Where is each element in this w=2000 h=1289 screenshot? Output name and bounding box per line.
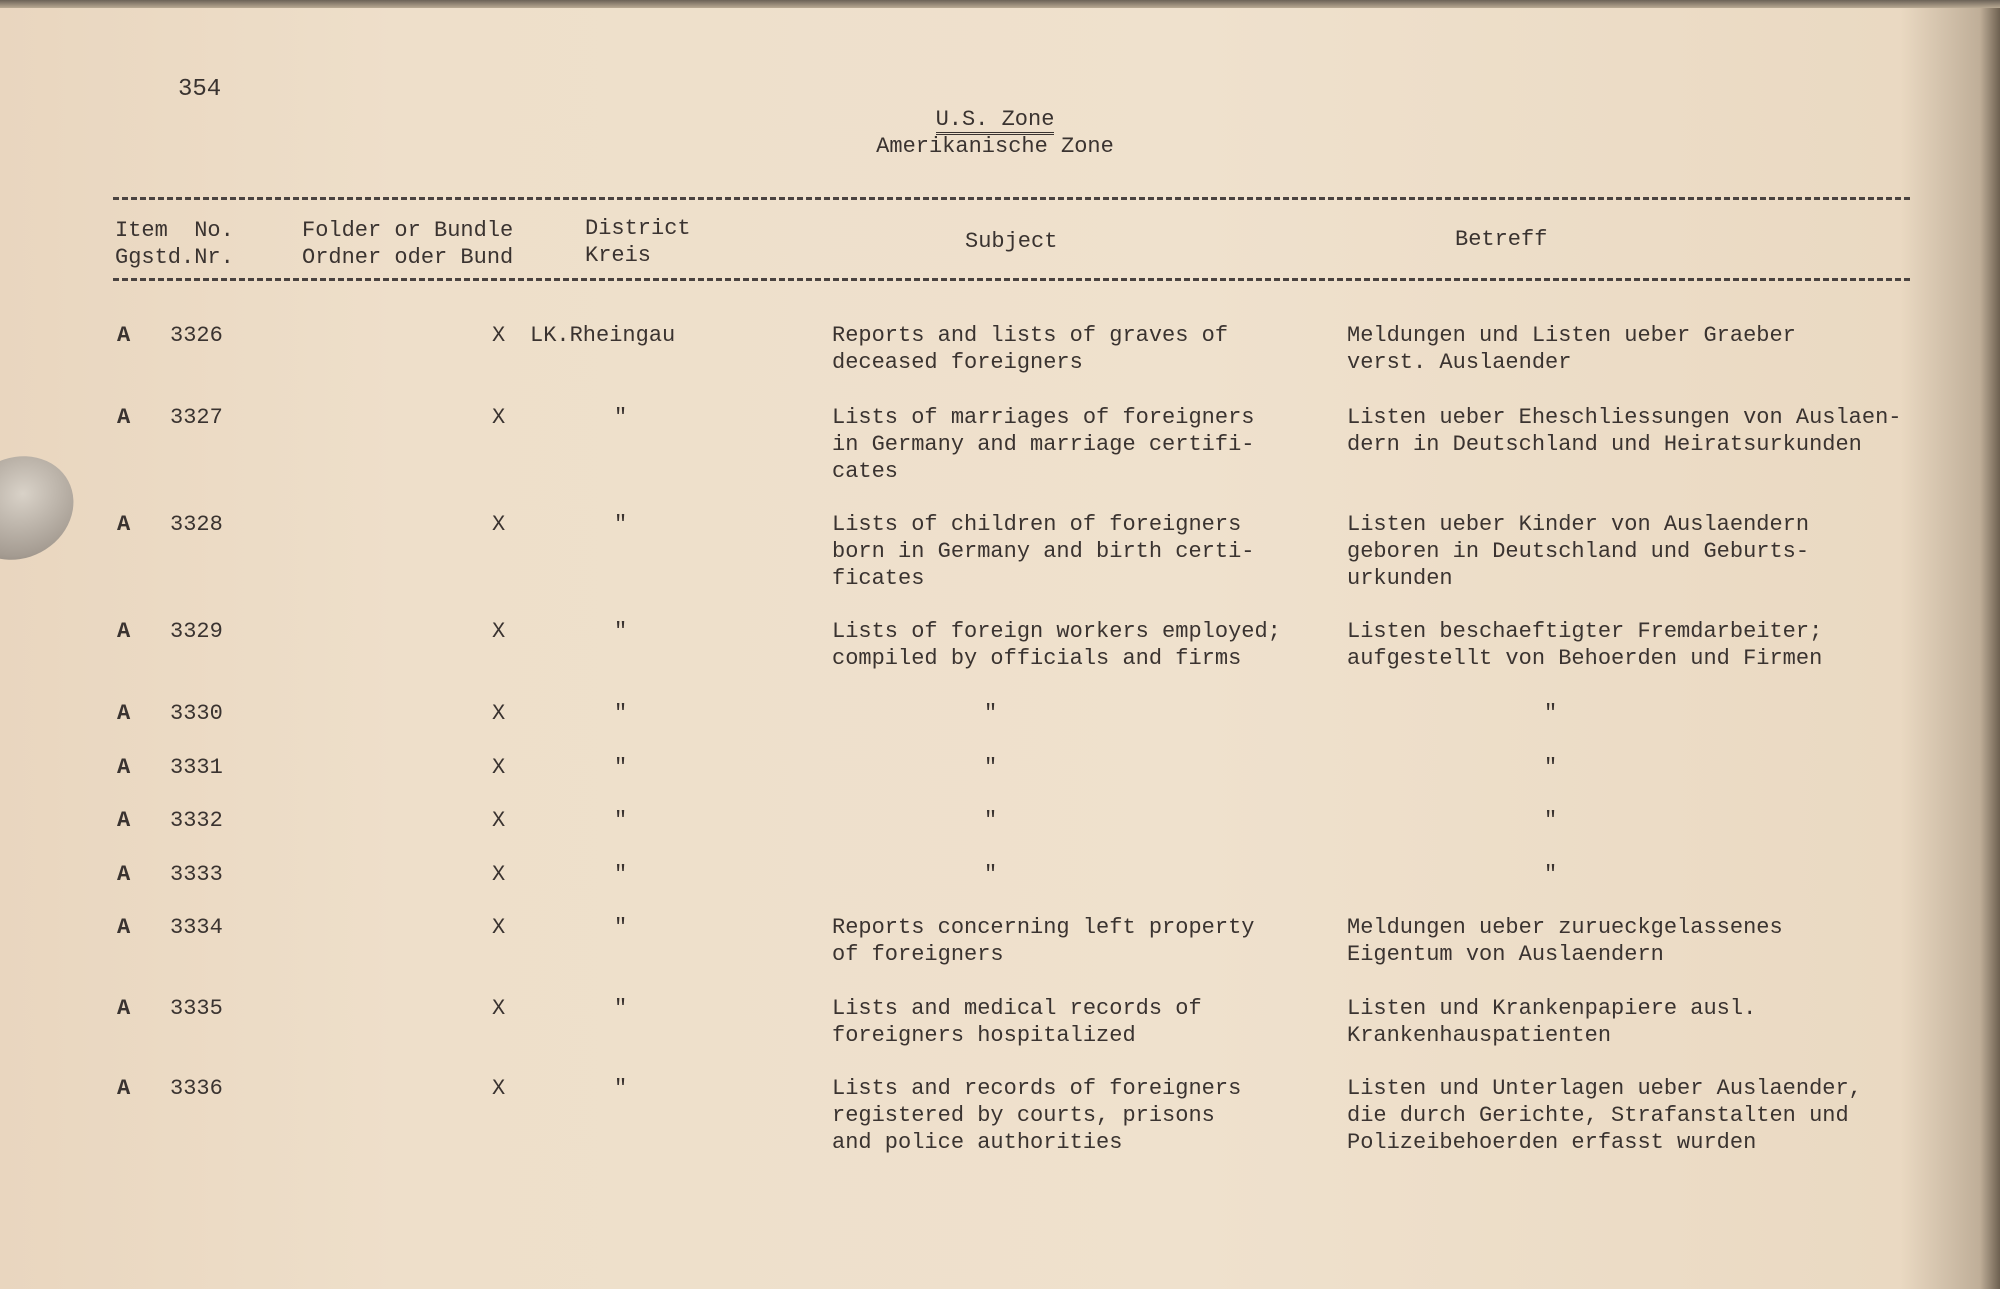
district: " [614, 996, 628, 1021]
subject: Lists and medical records of foreigners hospitalized [832, 996, 1202, 1048]
header-district-en: District [585, 216, 691, 241]
district: " [614, 701, 628, 726]
district: " [614, 808, 628, 833]
item-number: 3331 [170, 755, 223, 780]
betreff: Listen ueber Eheschliessungen von Auslaen- dern in Deutschland und Heiratsurkunden [1347, 405, 1902, 457]
item-number: 3335 [170, 996, 223, 1021]
subject: Lists of marriages of foreigners in Germany and marriage certifi- cates [832, 405, 1255, 484]
district: " [614, 405, 628, 430]
folder-mark: X [492, 915, 506, 940]
item-prefix: A [117, 915, 131, 940]
folder-mark: X [492, 512, 506, 537]
item-number: 3333 [170, 862, 223, 887]
item-prefix: A [117, 323, 131, 348]
betreff: Meldungen ueber zurueckgelassenes Eigentum von Auslaendern [1347, 915, 1783, 967]
item-prefix: A [117, 701, 131, 726]
header-divider-bottom [113, 278, 1910, 281]
item-prefix: A [117, 405, 131, 430]
betreff: Listen beschaeftigter Fremdarbeiter; aufgestellt von Behoerden und Firmen [1347, 619, 1823, 671]
betreff: Meldungen und Listen ueber Graeber verst. Auslaender [1347, 323, 1796, 375]
header-subject: Subject [965, 229, 1058, 254]
header-betreff: Betreff [1455, 227, 1548, 252]
betreff: " [1544, 755, 1558, 780]
district: " [614, 915, 628, 940]
page-subtitle: Amerikanische Zone [876, 134, 1114, 159]
scan-edge [0, 0, 2000, 8]
district: LK.Rheingau [530, 323, 676, 348]
item-number: 3328 [170, 512, 223, 537]
subject: Reports and lists of graves of deceased foreigners [832, 323, 1229, 375]
item-prefix: A [117, 619, 131, 644]
subject: " [984, 701, 998, 726]
subject: Reports concerning left property of foreigners [832, 915, 1255, 967]
header-divider-top [113, 197, 1910, 200]
item-prefix: A [117, 1076, 131, 1101]
item-prefix: A [117, 755, 131, 780]
folder-mark: X [492, 323, 506, 348]
subject: " [984, 808, 998, 833]
betreff: Listen und Krankenpapiere ausl. Krankenhauspatienten [1347, 996, 1757, 1048]
item-prefix: A [117, 862, 131, 887]
page-title [0, 106, 1990, 133]
item-prefix: A [117, 996, 131, 1021]
district: " [614, 619, 628, 644]
item-number: 3336 [170, 1076, 223, 1101]
item-prefix: A [117, 512, 131, 537]
item-number: 3330 [170, 701, 223, 726]
betreff: Listen und Unterlagen ueber Auslaender, die durch Gerichte, Strafanstalten und Polizeibehoerden erfasst wurden [1347, 1076, 1862, 1155]
item-number: 3332 [170, 808, 223, 833]
page-number: 354 [178, 76, 222, 103]
header-item-en: Item No. [115, 218, 234, 243]
title-text: U.S. Zone [936, 107, 1055, 135]
district: " [614, 862, 628, 887]
item-number: 3329 [170, 619, 223, 644]
header-item-de: Ggstd.Nr. [115, 245, 234, 270]
betreff: Listen ueber Kinder von Auslaendern geboren in Deutschland und Geburts- urkunden [1347, 512, 1810, 591]
folder-mark: X [492, 701, 506, 726]
item-number: 3326 [170, 323, 223, 348]
betreff: " [1544, 862, 1558, 887]
item-prefix: A [117, 808, 131, 833]
betreff: " [1544, 701, 1558, 726]
folder-mark: X [492, 808, 506, 833]
folder-mark: X [492, 755, 506, 780]
header-district-de: Kreis [585, 243, 652, 268]
folder-mark: X [492, 862, 506, 887]
subject: " [984, 862, 998, 887]
item-number: 3334 [170, 915, 223, 940]
district: " [614, 755, 628, 780]
subject: Lists of children of foreigners born in Germany and birth certi- ficates [832, 512, 1255, 591]
folder-mark: X [492, 1076, 506, 1101]
item-number: 3327 [170, 405, 223, 430]
betreff: " [1544, 808, 1558, 833]
folder-mark: X [492, 619, 506, 644]
header-folder-en: Folder or Bundle [302, 218, 514, 243]
folder-mark: X [492, 405, 506, 430]
header-folder-de: Ordner oder Bund [302, 245, 514, 270]
district: " [614, 512, 628, 537]
district: " [614, 1076, 628, 1101]
paper-clip-icon [0, 437, 92, 579]
subject: Lists and records of foreigners registered by courts, prisons and police authorities [832, 1076, 1242, 1155]
subject: " [984, 755, 998, 780]
subject: Lists of foreign workers employed; compiled by officials and firms [832, 619, 1281, 671]
folder-mark: X [492, 996, 506, 1021]
